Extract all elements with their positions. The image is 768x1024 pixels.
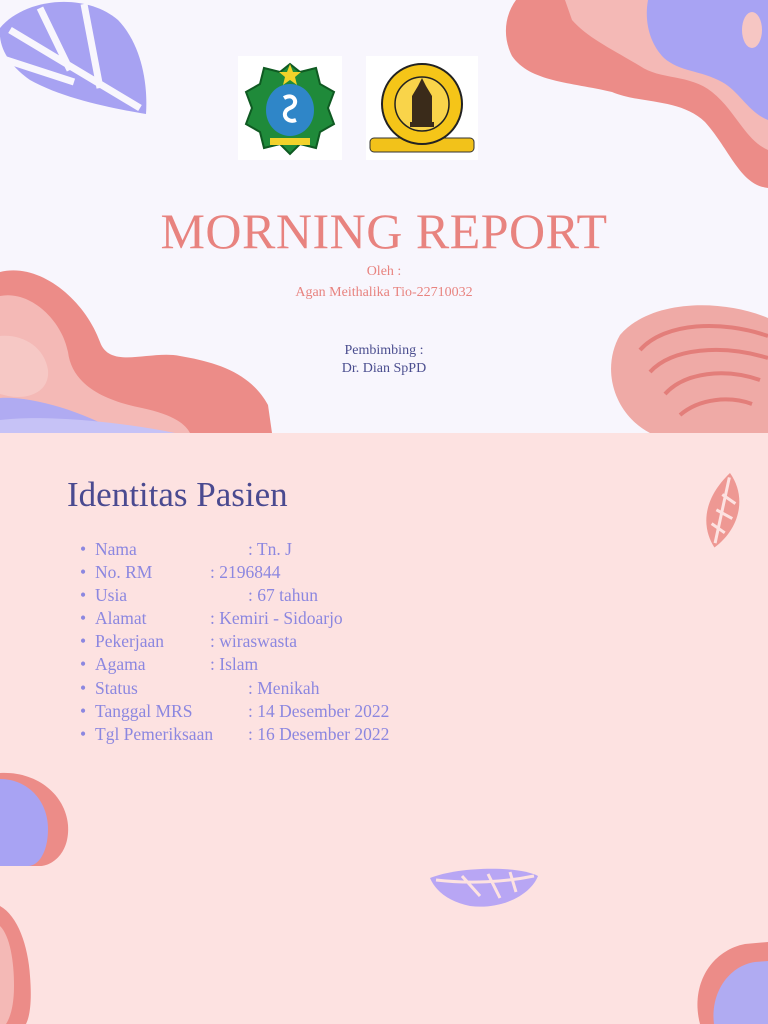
bullet-icon: • bbox=[80, 631, 87, 652]
field-label: No. RM bbox=[95, 562, 153, 583]
title-slide bbox=[0, 0, 768, 433]
oleh-label: Oleh : bbox=[366, 264, 402, 279]
wave-bottom-right bbox=[697, 942, 768, 1024]
bullet-icon: • bbox=[80, 677, 87, 698]
supervisor-name: Dr. Dian SpPD bbox=[341, 361, 427, 376]
bullet-icon: • bbox=[80, 654, 87, 675]
field-label: Pekerjaan bbox=[95, 631, 164, 652]
pembimbing-label: Pembimbing : bbox=[344, 343, 424, 358]
monstera-leaf-icon bbox=[0, 2, 146, 114]
leaf-icon bbox=[688, 472, 757, 550]
bullet-icon: • bbox=[80, 585, 87, 606]
bullet-icon: • bbox=[80, 700, 87, 721]
section-heading: Identitas Pasien bbox=[67, 475, 288, 514]
field-value: : Tn. J bbox=[248, 539, 292, 559]
field-value: : wiraswasta bbox=[210, 631, 297, 652]
sidoarjo-emblem-icon bbox=[238, 56, 342, 160]
field-value: : Kemiri - Sidoarjo bbox=[210, 608, 343, 629]
wave-bottom-left bbox=[0, 773, 68, 866]
bullet-icon: • bbox=[80, 608, 87, 629]
field-value: : 14 Desember 2022 bbox=[248, 700, 390, 721]
field-value: : 67 tahun bbox=[248, 585, 318, 606]
field-label: Tgl Pemeriksaan bbox=[95, 723, 214, 744]
field-label: Alamat bbox=[95, 608, 147, 629]
field-label: Usia bbox=[95, 585, 128, 606]
author-name: Agan Meithalika Tio-22710032 bbox=[295, 285, 473, 300]
field-value: : 16 Desember 2022 bbox=[248, 723, 390, 744]
field-label: Nama bbox=[95, 539, 137, 559]
sidoarjo-logo bbox=[238, 56, 342, 160]
field-label: Tanggal MRS bbox=[95, 700, 193, 721]
field-label: Agama bbox=[95, 654, 146, 675]
wave-top-right bbox=[506, 0, 768, 188]
field-label: Status bbox=[95, 677, 138, 698]
purple-leaf-icon bbox=[430, 869, 538, 907]
field-value: : Menikah bbox=[248, 677, 320, 698]
presentation-title: MORNING REPORT bbox=[160, 203, 608, 259]
patient-identity-slide bbox=[0, 433, 768, 866]
field-value: : Islam bbox=[210, 654, 259, 675]
uwks-emblem-icon bbox=[366, 56, 478, 160]
wave-bottom-left bbox=[0, 906, 31, 1024]
bullet-icon: • bbox=[80, 539, 87, 559]
uwks-logo bbox=[366, 56, 478, 160]
decorative-shapes bbox=[0, 866, 768, 1024]
bullet-icon: • bbox=[80, 723, 87, 744]
next-slide-partial bbox=[0, 866, 768, 1024]
bullet-icon: • bbox=[80, 562, 87, 583]
field-value: : 2196844 bbox=[210, 562, 281, 583]
